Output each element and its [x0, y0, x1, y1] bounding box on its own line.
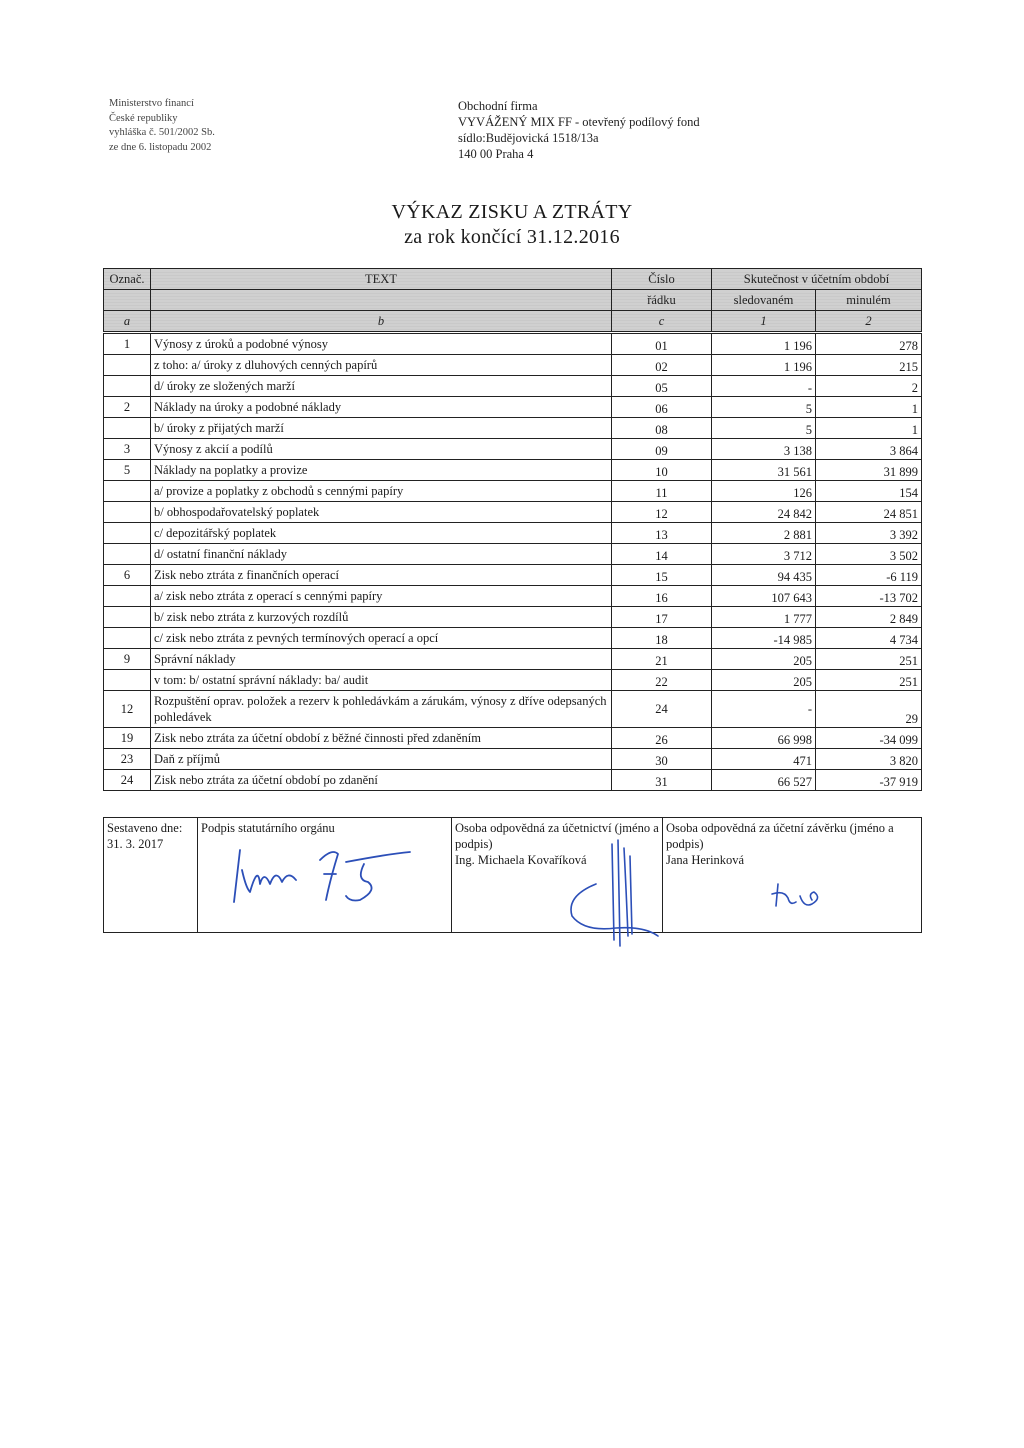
header-blank	[104, 290, 151, 311]
row-previous-value: 251	[816, 649, 922, 670]
row-current-value: 1 196	[712, 355, 816, 376]
row-oznac	[104, 607, 151, 628]
header-oznac: Označ.	[104, 269, 151, 290]
row-number: 06	[612, 397, 712, 418]
row-number: 12	[612, 502, 712, 523]
table-row	[104, 649, 922, 670]
row-number: 31	[612, 770, 712, 791]
row-previous-value: -34 099	[816, 728, 922, 749]
row-oznac: 19	[104, 728, 151, 749]
row-previous-value: 278	[816, 333, 922, 355]
row-previous-value: 31 899	[816, 460, 922, 481]
table-row	[104, 607, 922, 628]
row-oznac	[104, 481, 151, 502]
row-oznac: 1	[104, 333, 151, 355]
row-oznac: 24	[104, 770, 151, 791]
row-previous-value: 251	[816, 670, 922, 691]
row-previous-value: 2 849	[816, 607, 922, 628]
row-number: 10	[612, 460, 712, 481]
row-current-value: 1 777	[712, 607, 816, 628]
statutory-label: Podpis statutárního orgánu	[201, 821, 335, 835]
statements-person-cell	[663, 818, 922, 933]
row-previous-value: 215	[816, 355, 922, 376]
row-oznac: 23	[104, 749, 151, 770]
row-text: Zisk nebo ztráta z finančních operací	[151, 565, 612, 586]
accounting-name: Ing. Michaela Kovaříková	[455, 853, 587, 867]
row-text: b/ úroky z přijatých marží	[151, 418, 612, 439]
row-oznac	[104, 418, 151, 439]
row-oznac	[104, 523, 151, 544]
row-number: 01	[612, 333, 712, 355]
row-text: Výnosy z úroků a podobné výnosy	[151, 333, 612, 355]
row-oznac	[104, 355, 151, 376]
row-previous-value: 24 851	[816, 502, 922, 523]
row-oznac	[104, 502, 151, 523]
row-oznac: 2	[104, 397, 151, 418]
row-previous-value: -13 702	[816, 586, 922, 607]
row-current-value: 205	[712, 670, 816, 691]
row-number: 24	[612, 691, 712, 728]
header-row	[104, 290, 922, 311]
header-minulem: minulém	[816, 290, 922, 311]
row-oznac	[104, 586, 151, 607]
table-row	[104, 565, 922, 586]
row-number: 22	[612, 670, 712, 691]
table-row	[104, 439, 922, 460]
table-row	[104, 770, 922, 791]
row-oznac: 3	[104, 439, 151, 460]
row-current-value: 5	[712, 418, 816, 439]
firm-line: Obchodní firma	[458, 99, 538, 113]
header-skutecnost: Skutečnost v účetním období	[712, 269, 922, 290]
row-previous-value: 3 820	[816, 749, 922, 770]
row-text: Zisk nebo ztráta za účetní období z běžné činnosti před zdaněním	[151, 728, 612, 749]
row-text: d/ ostatní finanční náklady	[151, 544, 612, 565]
row-number: 02	[612, 355, 712, 376]
statements-name: Jana Herinková	[666, 853, 745, 867]
firm-line: sídlo:Budějovická 1518/13a	[458, 131, 599, 145]
row-previous-value: 3 392	[816, 523, 922, 544]
row-current-value: 5	[712, 397, 816, 418]
row-text: Náklady na úroky a podobné náklady	[151, 397, 612, 418]
row-previous-value: 4 734	[816, 628, 922, 649]
table-row	[104, 460, 922, 481]
row-text: Daň z příjmů	[151, 749, 612, 770]
row-current-value: 2 881	[712, 523, 816, 544]
header-col-c: c	[612, 311, 712, 333]
table-row	[104, 355, 922, 376]
header-row	[104, 311, 922, 333]
compiled-date-cell	[104, 818, 198, 933]
row-oznac	[104, 544, 151, 565]
statutory-signature-image	[228, 840, 418, 910]
header-text: TEXT	[151, 269, 612, 290]
row-previous-value: -6 119	[816, 565, 922, 586]
compiled-date: 31. 3. 2017	[107, 837, 164, 851]
row-previous-value: 2	[816, 376, 922, 397]
row-number: 13	[612, 523, 712, 544]
row-text: a/ zisk nebo ztráta z operací s cennými papíry	[151, 586, 612, 607]
table-row	[104, 376, 922, 397]
row-current-value: 3 712	[712, 544, 816, 565]
ministry-header	[109, 97, 215, 155]
row-number: 08	[612, 418, 712, 439]
row-oznac: 5	[104, 460, 151, 481]
compiled-label: Sestaveno dne:	[107, 821, 183, 835]
row-text: b/ zisk nebo ztráta z kurzových rozdílů	[151, 607, 612, 628]
row-oznac: 12	[104, 691, 151, 728]
signature-row	[104, 818, 922, 933]
table-row	[104, 670, 922, 691]
table-row	[104, 628, 922, 649]
row-number: 18	[612, 628, 712, 649]
accounting-signature-image	[560, 836, 670, 948]
row-current-value: 3 138	[712, 439, 816, 460]
row-current-value: 31 561	[712, 460, 816, 481]
signature-table	[103, 817, 922, 933]
row-number: 17	[612, 607, 712, 628]
firm-line: VYVÁŽENÝ MIX FF - otevřený podílový fond	[458, 115, 700, 129]
header-col-2: 2	[816, 311, 922, 333]
row-text: b/ obhospodařovatelský poplatek	[151, 502, 612, 523]
table-row	[104, 586, 922, 607]
table-row	[104, 333, 922, 355]
row-previous-value: 1	[816, 418, 922, 439]
accounting-label: Osoba odpovědná za účetnictví (jméno a podpis)	[455, 821, 659, 851]
firm-header	[458, 98, 700, 162]
header-sledovanem: sledovaném	[712, 290, 816, 311]
row-current-value: 24 842	[712, 502, 816, 523]
header-col-b: b	[151, 311, 612, 333]
table-row	[104, 397, 922, 418]
header-col-a: a	[104, 311, 151, 333]
table-row	[104, 418, 922, 439]
row-number: 30	[612, 749, 712, 770]
ministry-line: ze dne 6. listopadu 2002	[109, 141, 212, 153]
header-blank	[151, 290, 612, 311]
table-row	[104, 502, 922, 523]
row-oznac	[104, 628, 151, 649]
row-current-value: 205	[712, 649, 816, 670]
row-current-value: 66 998	[712, 728, 816, 749]
header-col-1: 1	[712, 311, 816, 333]
row-previous-value: 154	[816, 481, 922, 502]
row-number: 21	[612, 649, 712, 670]
row-current-value: 107 643	[712, 586, 816, 607]
table-row	[104, 523, 922, 544]
ministry-line: vyhláška č. 501/2002 Sb.	[109, 127, 215, 138]
statements-signature-image	[770, 878, 830, 912]
table-row	[104, 691, 922, 728]
table-row	[104, 544, 922, 565]
row-current-value: 126	[712, 481, 816, 502]
row-number: 26	[612, 728, 712, 749]
header-radku: řádku	[612, 290, 712, 311]
document-title: VÝKAZ ZISKU A ZTRÁTY	[391, 201, 633, 223]
document-title-block	[0, 200, 1024, 250]
row-number: 14	[612, 544, 712, 565]
row-previous-value: 3 502	[816, 544, 922, 565]
row-previous-value: 1	[816, 397, 922, 418]
row-text: Náklady na poplatky a provize	[151, 460, 612, 481]
row-text: d/ úroky ze složených marží	[151, 376, 612, 397]
row-current-value: 66 527	[712, 770, 816, 791]
row-number: 15	[612, 565, 712, 586]
row-text: c/ zisk nebo ztráta z pevných termínových operací a opcí	[151, 628, 612, 649]
row-text: a/ provize a poplatky z obchodů s cennými papíry	[151, 481, 612, 502]
row-number: 05	[612, 376, 712, 397]
ministry-line: Ministerstvo financí	[109, 98, 194, 109]
row-current-value: 94 435	[712, 565, 816, 586]
row-oznac: 6	[104, 565, 151, 586]
row-text: c/ depozitářský poplatek	[151, 523, 612, 544]
row-oznac	[104, 670, 151, 691]
row-current-value: -	[712, 691, 816, 728]
income-statement-table	[103, 268, 922, 791]
row-text: v tom: b/ ostatní správní náklady: ba/ audit	[151, 670, 612, 691]
row-number: 16	[612, 586, 712, 607]
row-text: z toho: a/ úroky z dluhových cenných papírů	[151, 355, 612, 376]
table-row	[104, 749, 922, 770]
statements-label: Osoba odpovědná za účetní závěrku (jméno a podpis)	[666, 821, 894, 851]
row-number: 11	[612, 481, 712, 502]
row-current-value: -	[712, 376, 816, 397]
row-current-value: 1 196	[712, 333, 816, 355]
row-previous-value: 29	[816, 691, 922, 728]
ministry-line: České republiky	[109, 112, 178, 124]
row-previous-value: -37 919	[816, 770, 922, 791]
row-previous-value: 3 864	[816, 439, 922, 460]
document-subtitle: za rok končící 31.12.2016	[404, 226, 620, 248]
row-oznac: 9	[104, 649, 151, 670]
row-current-value: -14 985	[712, 628, 816, 649]
row-current-value: 471	[712, 749, 816, 770]
row-text: Správní náklady	[151, 649, 612, 670]
row-number: 09	[612, 439, 712, 460]
row-text: Výnosy z akcií a podílů	[151, 439, 612, 460]
table-row	[104, 728, 922, 749]
row-text: Rozpuštění oprav. položek a rezerv k pohledávkám a zárukám, výnosy z dříve odepsaných pohledávek	[151, 691, 612, 728]
table-row	[104, 481, 922, 502]
header-row	[104, 269, 922, 290]
header-cislo: Číslo	[612, 269, 712, 290]
firm-line: 140 00 Praha 4	[458, 147, 534, 161]
row-oznac	[104, 376, 151, 397]
row-text: Zisk nebo ztráta za účetní období po zdanění	[151, 770, 612, 791]
